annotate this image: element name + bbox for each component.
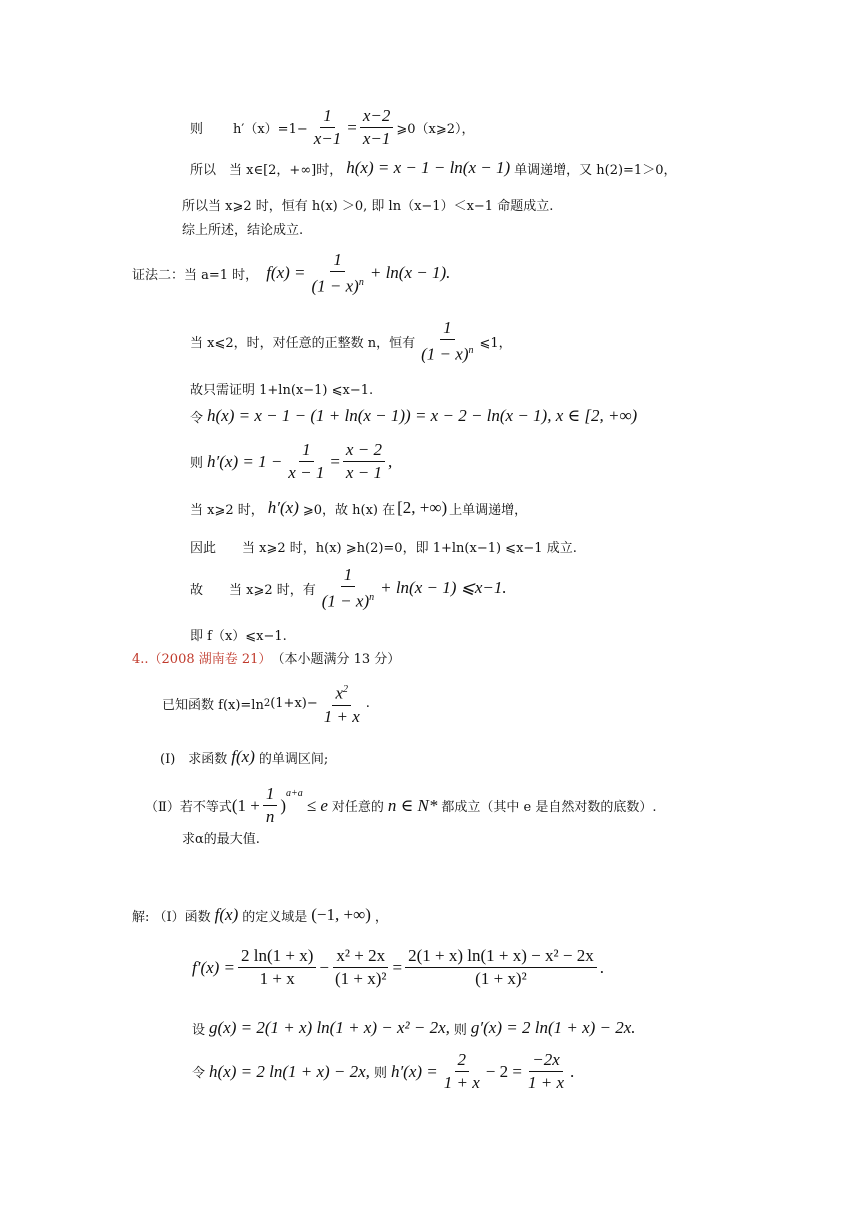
problem-heading: 4..（2008 湖南卷 21） （本小题满分 13 分） [132,652,401,667]
line-method-two: 证法二：当 a=1 时， f(x) = $\frac{1}{(1 - x)^n}$ + ln(x − 1). [132,250,451,296]
line-h-prime: 则 h′（x）=1− $\frac{1}{x-1}$ = $\frac{x-2}{x-1}$ ⩾0（x⩾2）， [190,106,475,148]
solution-h: 令 h(x) = 2 ln(1 + x) − 2x, 则 h′(x) = $\frac{2}{1 + x}$ − 2 = $\frac{-2x}{1 + x}$ . [192,1050,575,1092]
line-hence: 故 当 x⩾2 时，有 $\frac{1}{(1 - x)^n}$ + ln(x − 1) ⩽x−1. [190,565,507,611]
question-one: (I) 求函数 f(x) 的单调区间; [160,747,329,767]
fraction: $\frac{x-2}{x-1}$ [360,106,394,149]
line-any-n: 当 x⩽2，时，对任意的正整数 n，恒有 $\frac{1}{(1 - x)^n}$ ⩽1， [190,318,512,364]
fraction: $\frac{2}{1 + x}$ [443,1050,480,1092]
line-therefore: 因此 当 x⩾2 时，h(x) ⩾h(2)=0，即 1+ln(x−1) ⩽x−1 成立. [190,541,577,556]
solution-derivative: f′(x) = $\frac{2 \ln(1 + x)}{1 + x}$ − $\frac{\text{x² + 2x}}{\text{(1 + x)²}}$ = $\frac{\text{2(1 + x) ln(1 + x) − x² − 2x}}{\text{(1 + x)²}}$ . [192,946,604,988]
solution-domain: 解: （Ⅰ）函数 f(x) 的定义域是 (−1, +∞) ， [132,905,388,925]
line-need-prove: 故只需证明 1+ln(x−1) ⩽x−1. [190,383,374,398]
fraction: $\frac{1}{(1 - x)^n}$ [421,318,474,364]
question-two-b: 求α的最大值. [182,832,260,847]
line-summary: 综上所述，结论成立. [182,223,304,238]
fraction: $\frac{-2x}{1 + x}$ [527,1050,565,1092]
line-define-h: 令 h(x) = x − 1 − (1 + ln(x − 1)) = x − 2 − ln(x − 1), x ∈ [2, +∞) [190,406,638,426]
line-result: 即 f（x）⩽x−1. [190,629,287,644]
fraction: $\frac{2 \ln(1 + x)}{1 + x}$ [238,946,316,989]
fraction: $\frac{1}{x - 1}$ [288,440,325,482]
line-increasing: 当 x⩾2 时， h′(x) ⩾0，故 h(x) 在 [2, +∞) 上单调递增， [190,498,528,518]
fraction: $\frac{1}{n}$ [263,784,278,827]
fraction: $\frac{x^2}{1 + x}$ [321,680,363,727]
fraction: $\frac{x - 2}{x - 1}$ [343,440,385,483]
solution-g: 设 g(x) = 2(1 + x) ln(1 + x) − x² − 2x, 则 g′(x) = 2 ln(1 + x) − 2x. [192,1018,636,1038]
line-conclusion-1: 所以当 x⩾2 时，恒有 h(x) ＞0, 即 ln（x−1）＜x−1 命题成立. [182,199,554,214]
fraction: $\frac{1}{x-1}$ [313,106,342,148]
fraction: $\frac{\text{2(1 + x) ln(1 + x) − x² − 2x}}{\text{(1 + x)²}}$ [405,946,597,989]
question-two: （Ⅱ）若不等式 (1 + $\frac{1}{n}$ ) $^{a+a}$ ≤ e 对任意的 n ∈ N* 都成立（其中 e 是自然对数的底数）. [145,784,657,826]
fraction: $\frac{\text{x² + 2x}}{\text{(1 + x)²}}$ [335,946,387,988]
fraction: $\frac{1}{(1 - x)^n}$ [311,250,364,296]
line-given-function: 已知函数 f(x)=ln 2 (1+x)− $\frac{x^2}{1 + x}$ . [162,680,370,727]
fraction: $\frac{1}{(1 - x)^n}$ [321,565,375,611]
line-monotonic: 所以 当 x∈[2，+∞]时， h(x) = x − 1 − ln(x − 1) 单调递增，又 h(2)=1＞0， [190,158,677,178]
line-h-derivative: 则 h′(x) = 1 − $\frac{1}{x - 1}$ = $\frac{x - 2}{x - 1}$ , [190,440,393,482]
